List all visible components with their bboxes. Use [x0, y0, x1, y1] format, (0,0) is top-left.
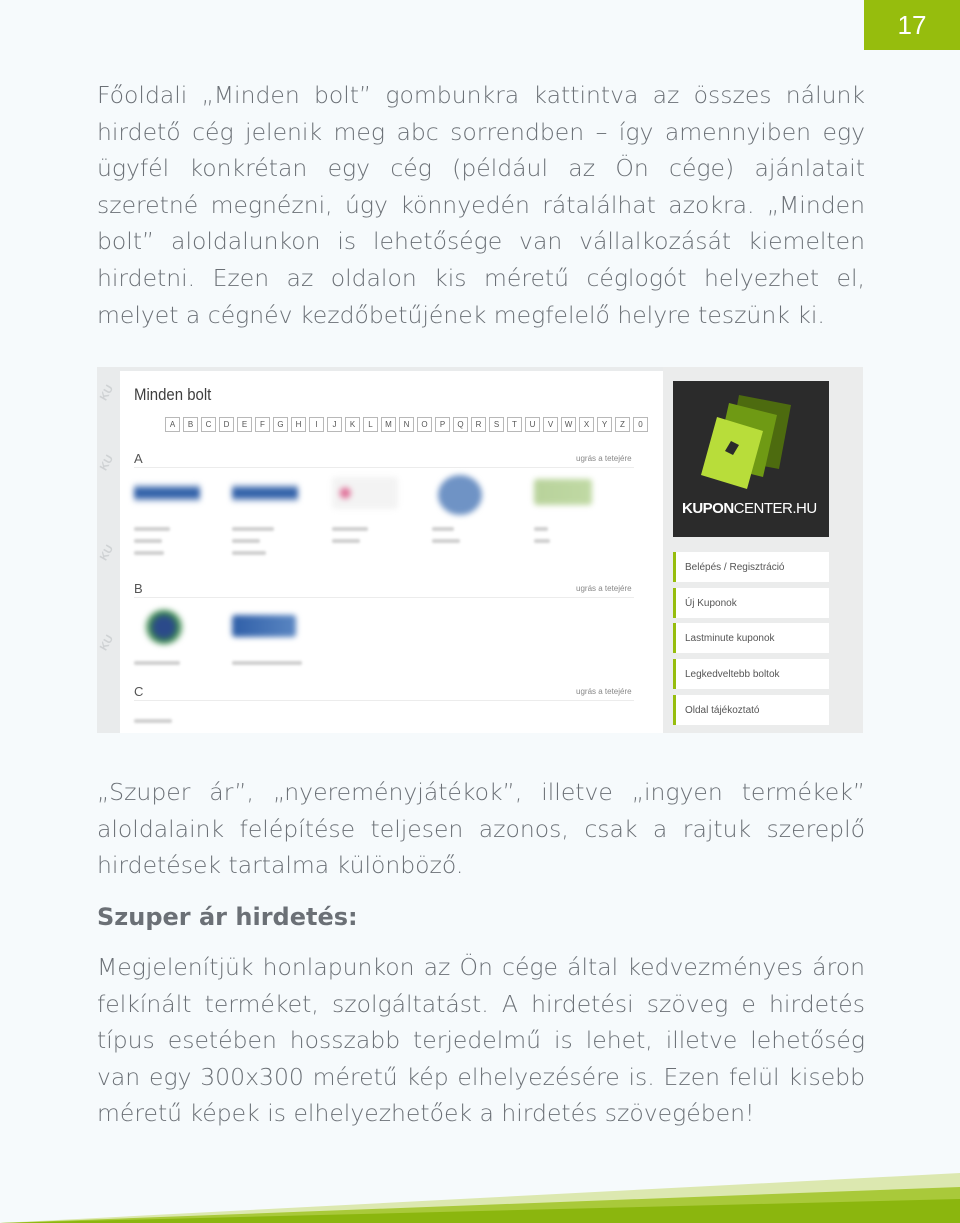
section-divider [134, 467, 634, 468]
blurred-text [134, 551, 164, 555]
alphabet-filter [165, 417, 648, 432]
back-to-top-link[interactable]: ugrás a tetejére [576, 584, 632, 593]
alphabet-button[interactable]: O [417, 417, 432, 432]
watermark: KU [97, 633, 117, 653]
blurred-company-logo [232, 615, 296, 637]
logo-text: KUPONCENTER.HU [682, 500, 817, 517]
blurred-text [134, 719, 172, 723]
blurred-text [332, 527, 368, 531]
alphabet-button[interactable]: C [201, 417, 216, 432]
blurred-text [232, 661, 302, 665]
alphabet-button[interactable]: T [507, 417, 522, 432]
section-letter-a: A [134, 451, 143, 466]
watermark: KU [97, 453, 117, 473]
blurred-text [332, 539, 360, 543]
section-divider [134, 597, 634, 598]
back-to-top-link[interactable]: ugrás a tetejére [576, 687, 632, 696]
ad-description-paragraph: Megjelenítjük honlapunkon az Ön cége által kedvezményes áron felkínált terméket, szolgáltatást. A hirdetési szöveg e hirdetés típus esetében hosszabb terjedelmű is lehet, illetve lehetőség van egy 300x300 méretű kép elhelyezésére is. Ezen felül kisebb méretű képek is elhelyezhetőek a hirdetés szövegében! [97, 953, 865, 1128]
alphabet-button[interactable]: E [237, 417, 252, 432]
menu-item-favorite-stores[interactable]: Legkedveltebb boltok [673, 659, 829, 689]
store-list-panel [120, 371, 745, 733]
intro-paragraph: Főoldali „Minden bolt” gombunkra kattintva az összes nálunk hirdető cég jelenik meg abc sorrendben – így amennyiben egy ügyfél konkrétan egy cég (például az Ön cége) ajánlatait szeretné megnézni, úgy könnyedén rátalálhat azokra. „Minden bolt” aloldalunkon is lehetősége van vállalkozását kiemelten hirdetni. Ezen az oldalon kis méretű céglogót helyezhet el, melyet a cégnév kezdőbetűjének megfelelő helyre teszünk ki. [97, 81, 865, 329]
blurred-company-logo [438, 475, 482, 515]
alphabet-button[interactable]: I [309, 417, 324, 432]
website-screenshot [97, 367, 863, 733]
alphabet-button[interactable]: Y [597, 417, 612, 432]
alphabet-button[interactable]: N [399, 417, 414, 432]
alphabet-button[interactable]: Q [453, 417, 468, 432]
blurred-company-logo [332, 477, 398, 509]
blurred-company-logo [232, 477, 298, 509]
kuponcenter-logo [673, 381, 829, 537]
blurred-company-logo [134, 477, 200, 509]
alphabet-button[interactable]: K [345, 417, 360, 432]
subpages-paragraph: „Szuper ár”, „nyereményjátékok”, illetve „ingyen termékek” aloldalaink felépítése teljesen azonos, csak a rajtuk szereplő hirdetések tartalma különböző. [97, 778, 865, 880]
blurred-company-logo [144, 609, 184, 645]
blurred-text [134, 661, 180, 665]
alphabet-button[interactable]: W [561, 417, 576, 432]
sidebar [663, 367, 863, 733]
blurred-text [534, 527, 548, 531]
back-to-top-link[interactable]: ugrás a tetejére [576, 454, 632, 463]
blurred-text [232, 527, 274, 531]
alphabet-button[interactable]: L [363, 417, 378, 432]
alphabet-button[interactable]: S [489, 417, 504, 432]
blurred-company-logo [534, 479, 592, 505]
blurred-text [134, 527, 170, 531]
section-heading: Szuper ár hirdetés: [97, 903, 358, 931]
blurred-text [534, 539, 550, 543]
menu-item-site-info[interactable]: Oldal tájékoztató [673, 695, 829, 725]
alphabet-button[interactable]: F [255, 417, 270, 432]
section-divider [134, 700, 634, 701]
alphabet-button[interactable]: X [579, 417, 594, 432]
alphabet-button[interactable]: H [291, 417, 306, 432]
menu-item-login[interactable]: Belépés / Regisztráció [673, 552, 829, 582]
watermark: KU [97, 383, 117, 403]
blurred-text [134, 539, 162, 543]
menu-item-new-coupons[interactable]: Új Kuponok [673, 588, 829, 618]
alphabet-button[interactable]: D [219, 417, 234, 432]
menu-item-lastminute[interactable]: Lastminute kuponok [673, 623, 829, 653]
section-letter-b: B [134, 581, 143, 596]
blurred-text [232, 539, 260, 543]
blurred-text [432, 539, 460, 543]
alphabet-button[interactable]: 0 [633, 417, 648, 432]
alphabet-button[interactable]: B [183, 417, 198, 432]
section-letter-c: C [134, 684, 144, 699]
alphabet-button[interactable]: J [327, 417, 342, 432]
alphabet-button[interactable]: V [543, 417, 558, 432]
blurred-text [432, 527, 454, 531]
store-list-title: Minden bolt [134, 385, 212, 404]
page-number: 17 [864, 0, 960, 50]
blurred-text [232, 551, 266, 555]
watermark: KU [97, 543, 117, 563]
alphabet-button[interactable]: R [471, 417, 486, 432]
alphabet-button[interactable]: P [435, 417, 450, 432]
alphabet-button[interactable]: U [525, 417, 540, 432]
decorative-bottom-band [0, 1143, 960, 1223]
alphabet-button[interactable]: Z [615, 417, 630, 432]
alphabet-button[interactable]: G [273, 417, 288, 432]
alphabet-button[interactable]: A [165, 417, 180, 432]
alphabet-button[interactable]: M [381, 417, 396, 432]
